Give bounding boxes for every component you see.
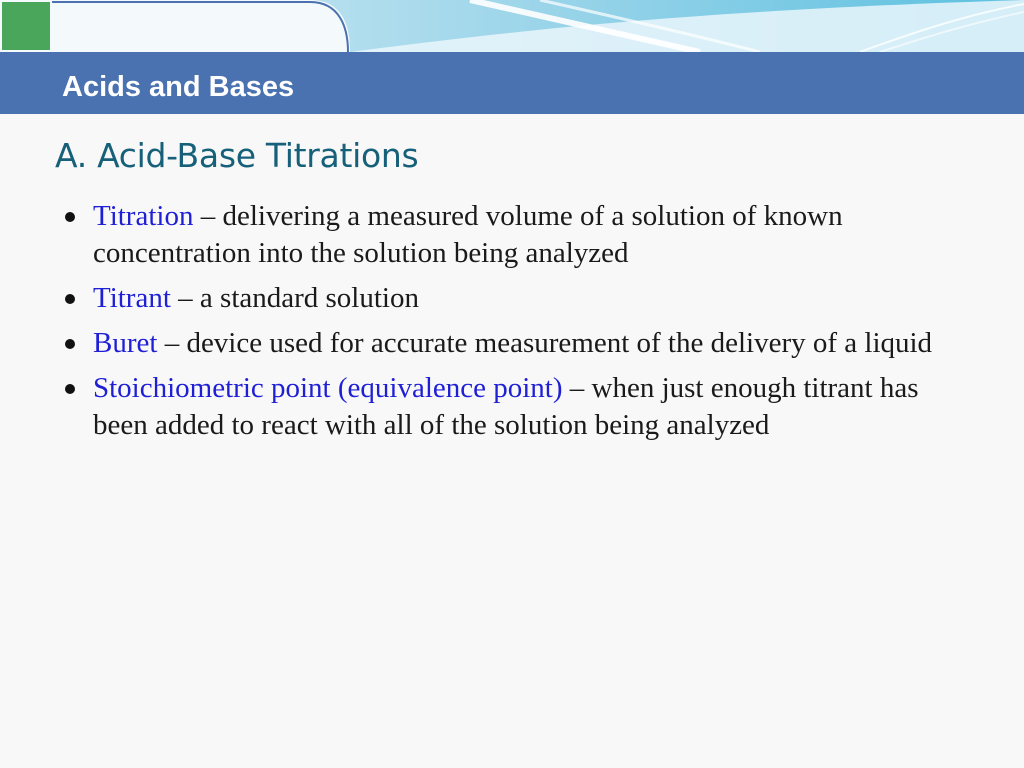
green-square bbox=[2, 2, 50, 50]
bullet-term: Stoichiometric point (equivalence point) bbox=[93, 372, 563, 404]
bullet-item-stoichiometric-point bbox=[60, 370, 940, 444]
bullet-dot-icon bbox=[65, 212, 75, 222]
bullet-item-buret bbox=[60, 325, 940, 362]
bullet-definition: – delivering a measured volume of a solution of known concentration into the solution being analyzed bbox=[93, 200, 843, 269]
bullet-item-titrant bbox=[60, 280, 940, 317]
section-title: Acids and Bases bbox=[62, 71, 295, 103]
bullet-item-titration bbox=[60, 198, 940, 272]
bullet-dot-icon bbox=[65, 294, 75, 304]
bullet-definition: – device used for accurate measurement of the delivery of a liquid bbox=[157, 327, 933, 359]
bullet-term: Titration bbox=[93, 200, 194, 232]
bullet-term: Buret bbox=[93, 327, 158, 359]
bullet-term: Titrant bbox=[93, 282, 171, 314]
bullet-definition: – a standard solution bbox=[170, 282, 419, 314]
bullet-list bbox=[60, 198, 940, 452]
bullet-dot-icon bbox=[65, 339, 75, 349]
bullet-definition: – when just enough titrant has been added to react with all of the solution being analyzed bbox=[93, 372, 919, 441]
bullet-dot-icon bbox=[65, 384, 75, 394]
top-decoration bbox=[0, 0, 1024, 52]
slide-title: A. Acid-Base Titrations bbox=[55, 136, 419, 175]
